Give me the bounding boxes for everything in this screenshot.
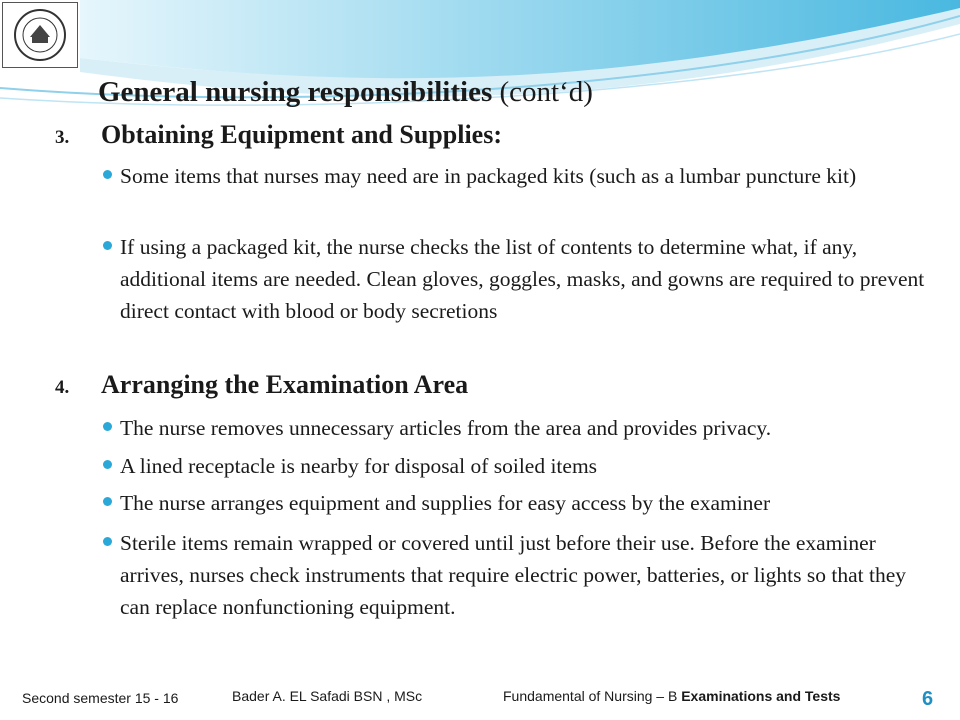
bullet-text: The nurse removes unnecessary articles from the area and provides privacy.	[120, 416, 772, 440]
footer-course	[503, 688, 840, 704]
section-heading-text: Arranging the Examination Area	[101, 370, 469, 399]
seal-emblem-icon	[10, 7, 70, 63]
section-number: 3.	[55, 127, 70, 148]
section-number: 4.	[55, 377, 70, 398]
section-4-heading	[55, 370, 468, 400]
university-logo	[2, 2, 78, 68]
bullet-dot	[103, 422, 112, 431]
title-bold: General nursing responsibilities	[98, 76, 493, 108]
bullet-dot	[103, 460, 112, 469]
slide-title	[98, 76, 593, 109]
bullet-text: A lined receptacle is nearby for disposal of soiled items	[120, 454, 598, 478]
bullet-dot	[103, 537, 112, 546]
footer-semester: Second semester 15 - 16	[22, 690, 179, 706]
title-suffix: (cont‘d)	[492, 76, 593, 108]
bullet-dot	[103, 241, 112, 250]
bullet-text: The nurse arranges equipment and supplies for easy access by the examiner	[120, 491, 771, 515]
bullet-text: Sterile items remain wrapped or covered until just before their use. Before the examiner arrives, nurses check instruments that require electric power, batteries, or lights so that they can replace nonfunctioning equipment.	[120, 531, 907, 619]
section-heading-text: Obtaining Equipment and Supplies:	[101, 120, 502, 149]
bullet-text: Some items that nurses may need are in packaged kits (such as a lumbar puncture kit)	[120, 164, 857, 188]
bullet-dot	[103, 497, 112, 506]
page-number: 6	[922, 688, 934, 710]
footer-course-name: Fundamental of Nursing – B	[503, 688, 682, 704]
bullet-dot	[103, 170, 112, 179]
footer-author: Bader A. EL Safadi BSN , MSc	[232, 688, 423, 704]
section-3-heading	[55, 120, 502, 150]
bullet-text: If using a packaged kit, the nurse checks the list of contents to determine what, if any, additional items are needed. Clean gloves, goggles, masks, and gowns are required to prevent direct contact with blood or body secretions	[120, 235, 925, 323]
footer-topic: Examinations and Tests	[681, 688, 841, 704]
